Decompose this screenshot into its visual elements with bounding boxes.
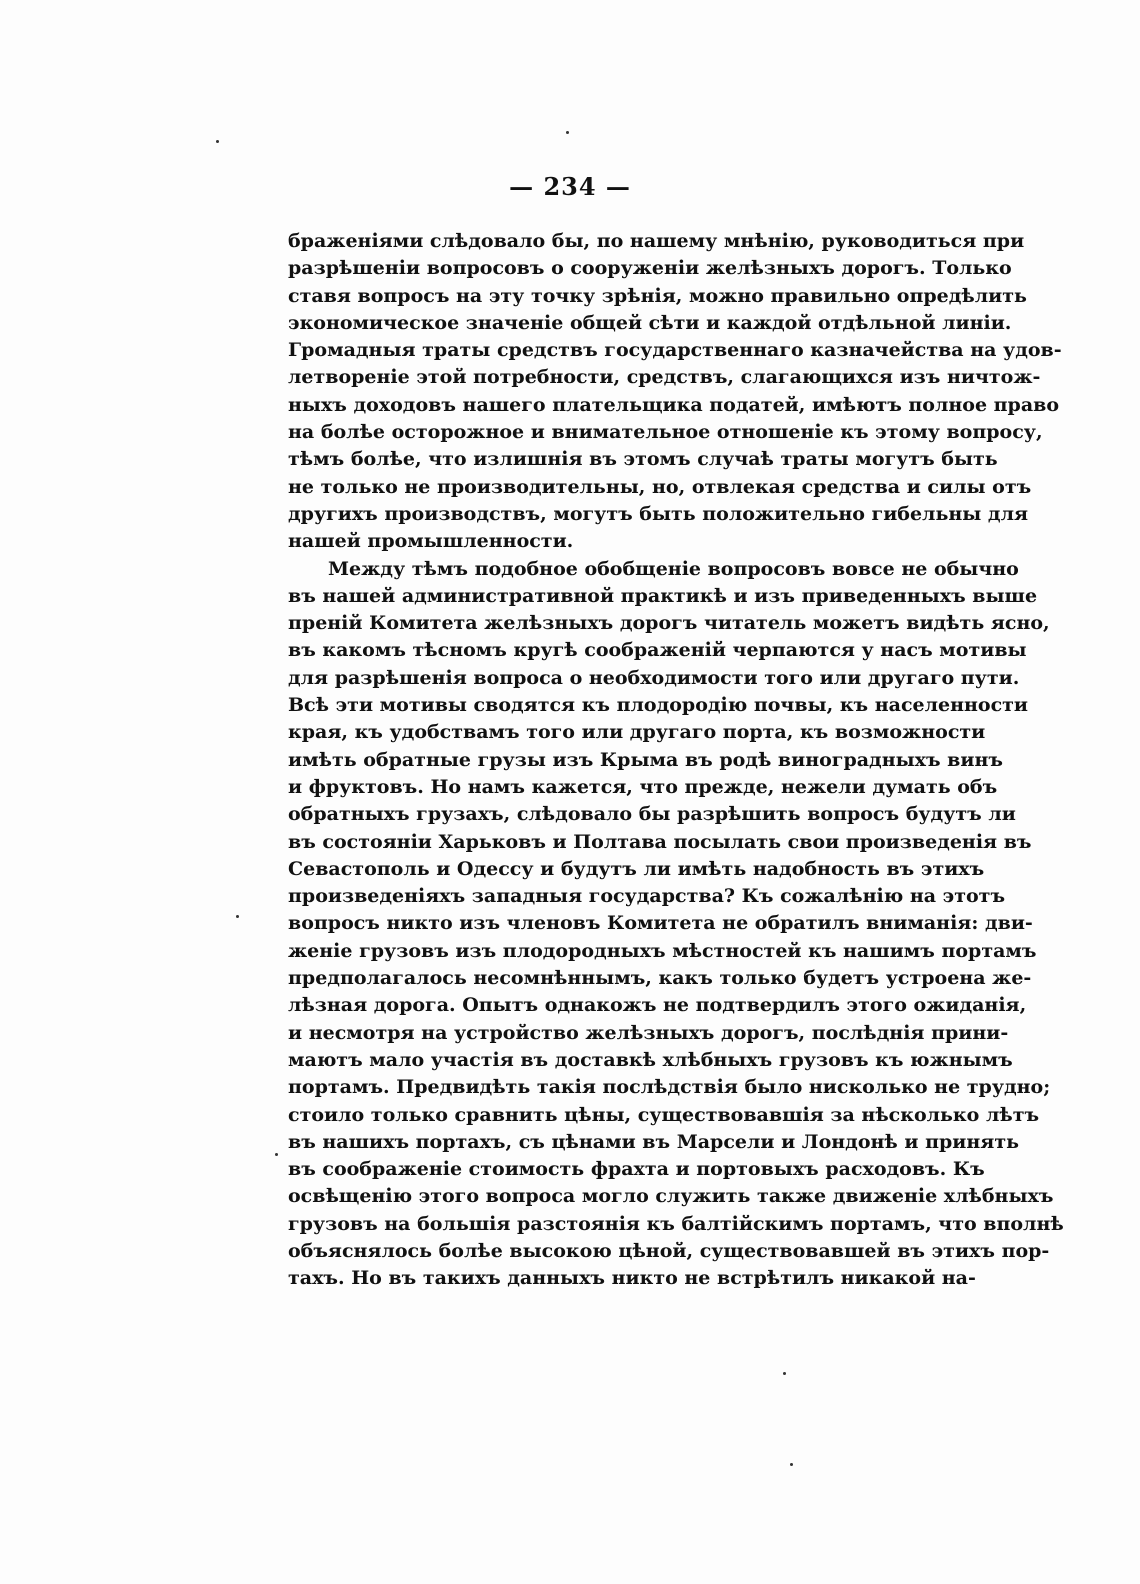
scan-speck <box>275 1153 278 1156</box>
text-line: въ нашей административной практикѣ и изъ приведенныхъ выше <box>288 584 1038 607</box>
text-line: Севастополь и Одессу и будутъ ли имѣть надобность въ этихъ <box>288 857 985 880</box>
text-line: тахъ. Но въ такихъ данныхъ никто не встрѣтилъ никакой на- <box>288 1267 976 1290</box>
text-line: и несмотря на устройство желѣзныхъ дорогъ, послѣднія прини- <box>288 1021 1009 1044</box>
text-line: въ соображеніе стоимость фрахта и портовыхъ расходовъ. Къ <box>288 1158 985 1181</box>
text-line: края, къ удобствамъ того или другаго порта, къ возможности <box>288 721 986 744</box>
text-line <box>288 1374 938 1401</box>
body-text <box>288 228 1064 1402</box>
text-line <box>288 1320 938 1347</box>
text-line: Громадныя траты средствъ государственнаго казначейства на удов- <box>288 339 1062 362</box>
scan-speck <box>216 140 219 143</box>
text-line <box>288 1347 938 1374</box>
text-line: не только не производительны, но, отвлекая средства и силы отъ <box>288 475 1032 498</box>
text-line: портамъ. Предвидѣть такія послѣдствія было нисколько не трудно; <box>288 1076 1051 1099</box>
text-line: браженіями слѣдовало бы, по нашему мнѣнію, руководиться при <box>288 230 1025 252</box>
text-line: маютъ мало участія въ доставкѣ хлѣбныхъ грузовъ къ южнымъ <box>288 1048 1013 1071</box>
text-line: тѣмъ болѣе, что излишнія въ этомъ случаѣ траты могутъ быть <box>288 448 998 471</box>
text-line: экономическое значеніе общей сѣти и каждой отдѣльной линіи. <box>288 311 1012 334</box>
text-line: освѣщенію этого вопроса могло служить также движеніе хлѣбныхъ <box>288 1185 1054 1208</box>
scan-speck <box>566 131 569 134</box>
text-line: произведеніяхъ западныя государства? Къ сожалѣнію на этотъ <box>288 885 1006 908</box>
text-line: ныхъ доходовъ нашего плательщика податей, имѣютъ полное право <box>288 393 1060 416</box>
paragraph <box>288 556 1064 1402</box>
text-line: вопросъ никто изъ членовъ Комитета не обратилъ вниманія: дви- <box>288 912 1033 935</box>
text-line: въ нашихъ портахъ, съ цѣнами въ Марсели и Лондонѣ и принять <box>288 1130 1019 1153</box>
scan-speck <box>783 1372 786 1375</box>
text-line: Между тѣмъ подобное обобщеніе вопросовъ вовсе не обычно <box>328 557 1019 580</box>
page-number: — 234 — <box>509 172 631 201</box>
text-line: стоило только сравнить цѣны, существовавшія за нѣсколько лѣтъ <box>288 1103 1040 1126</box>
text-line: другихъ производствъ, могутъ быть положительно гибельны для <box>288 502 1029 525</box>
text-line: нашей промышленности. <box>288 530 574 553</box>
paragraph <box>288 228 1062 556</box>
text-line: обратныхъ грузахъ, слѣдовало бы разрѣшить вопросъ будутъ ли <box>288 803 1016 826</box>
scan-speck <box>790 1463 793 1466</box>
text-line: въ состояніи Харьковъ и Полтава посылать свои произведенія въ <box>288 830 1032 853</box>
text-line: предполагалось несомнѣннымъ, какъ только будетъ устроена же- <box>288 967 1032 990</box>
text-line: и фруктовъ. Но намъ кажется, что прежде, нежели думать объ <box>288 775 998 798</box>
text-line <box>288 1293 938 1320</box>
text-line: разрѣшеніи вопросовъ о сооруженіи желѣзныхъ дорогъ. Только <box>288 257 1012 280</box>
text-line: объяснялось болѣе высокою цѣной, существовавшей въ этихъ пор- <box>288 1239 1050 1262</box>
text-line: для разрѣшенія вопроса о необходимости того или другаго пути. <box>288 666 1020 689</box>
text-line: имѣть обратные грузы изъ Крыма въ родѣ виноградныхъ винъ <box>288 748 1003 771</box>
scan-speck <box>236 915 239 918</box>
text-line: ставя вопросъ на эту точку зрѣнія, можно правильно опредѣлить <box>288 284 1027 307</box>
text-line: Всѣ эти мотивы сводятся къ плодородію почвы, къ населенности <box>288 694 1029 717</box>
text-line: женіе грузовъ изъ плодородныхъ мѣстностей къ нашимъ портамъ <box>288 939 1037 962</box>
text-line: лѣзная дорога. Опытъ однакожъ не подтвердилъ этого ожиданія, <box>288 994 1027 1017</box>
text-line: летвореніе этой потребности, средствъ, слагающихся изъ ничтож- <box>288 366 1041 389</box>
text-line: преній Комитета желѣзныхъ дорогъ читатель можетъ видѣть ясно, <box>288 612 1050 635</box>
text-line: на болѣе осторожное и внимательное отношеніе къ этому вопросу, <box>288 421 1043 444</box>
text-line: въ какомъ тѣсномъ кругѣ соображеній черпаются у насъ мотивы <box>288 639 1027 662</box>
text-line: грузовъ на большія разстоянія къ балтійскимъ портамъ, что вполнѣ <box>288 1212 1064 1235</box>
